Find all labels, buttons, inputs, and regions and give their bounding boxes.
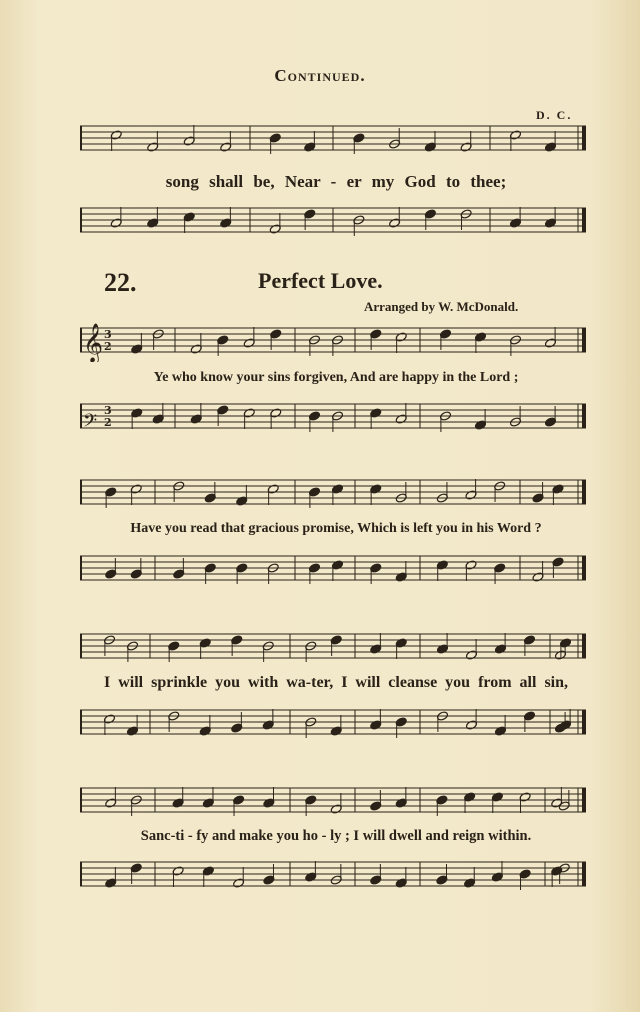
time-signature-icon: 2 <box>104 340 112 353</box>
staff-treble-system-1 <box>80 120 590 160</box>
staff-bass-system-5 <box>80 856 590 896</box>
lyric-line-2: Ye who know your sins forgiven, And are happy in the Lord ; <box>153 370 519 385</box>
staff-treble-system-5 <box>80 782 590 822</box>
da-capo-mark: D. C. <box>536 108 573 122</box>
time-signature-icon: 3 <box>104 328 112 341</box>
treble-clef-icon: 𝄞 <box>83 323 104 362</box>
time-signature-icon: 2 <box>104 416 112 429</box>
final-bar <box>582 480 586 504</box>
lyric-line-5: Sanc-ti - fy and make you ho - ly ; I will dwell and reign within. <box>140 828 532 844</box>
staff-bass-system-3 <box>80 550 590 590</box>
lyric-line-1: song shall be, Near - er my God to thee; <box>165 172 507 191</box>
lyric-line-4: I will sprinkle you with wa-ter, I will cleanse you from all sin, <box>103 674 569 691</box>
final-bar <box>582 328 586 352</box>
final-bar <box>582 404 586 428</box>
arranger-credit: Arranged by W. McDonald. <box>364 299 519 314</box>
hymn-number: 22. <box>104 268 137 297</box>
staff-treble-system-3 <box>80 474 590 514</box>
continued-heading: Continued. <box>274 66 366 85</box>
final-bar <box>582 862 586 886</box>
staff-bass-system-1 <box>80 202 590 242</box>
lyric-line-3: Have you read that gracious promise, Which is left you in his Word ? <box>130 521 542 536</box>
final-bar <box>582 556 586 580</box>
hymn-title: Perfect Love. <box>258 268 383 293</box>
time-signature-icon: 3 <box>104 404 112 417</box>
final-bar <box>582 710 586 734</box>
staff-bass-system-4 <box>80 704 590 744</box>
final-bar <box>582 208 586 232</box>
final-bar <box>582 126 586 150</box>
staff-bass-system-2 <box>80 398 590 438</box>
bass-clef-icon: 𝄢 <box>83 411 98 436</box>
final-bar <box>582 634 586 658</box>
staff-treble-system-2 <box>80 322 590 362</box>
final-bar <box>582 788 586 812</box>
staff-treble-system-4 <box>80 628 590 668</box>
